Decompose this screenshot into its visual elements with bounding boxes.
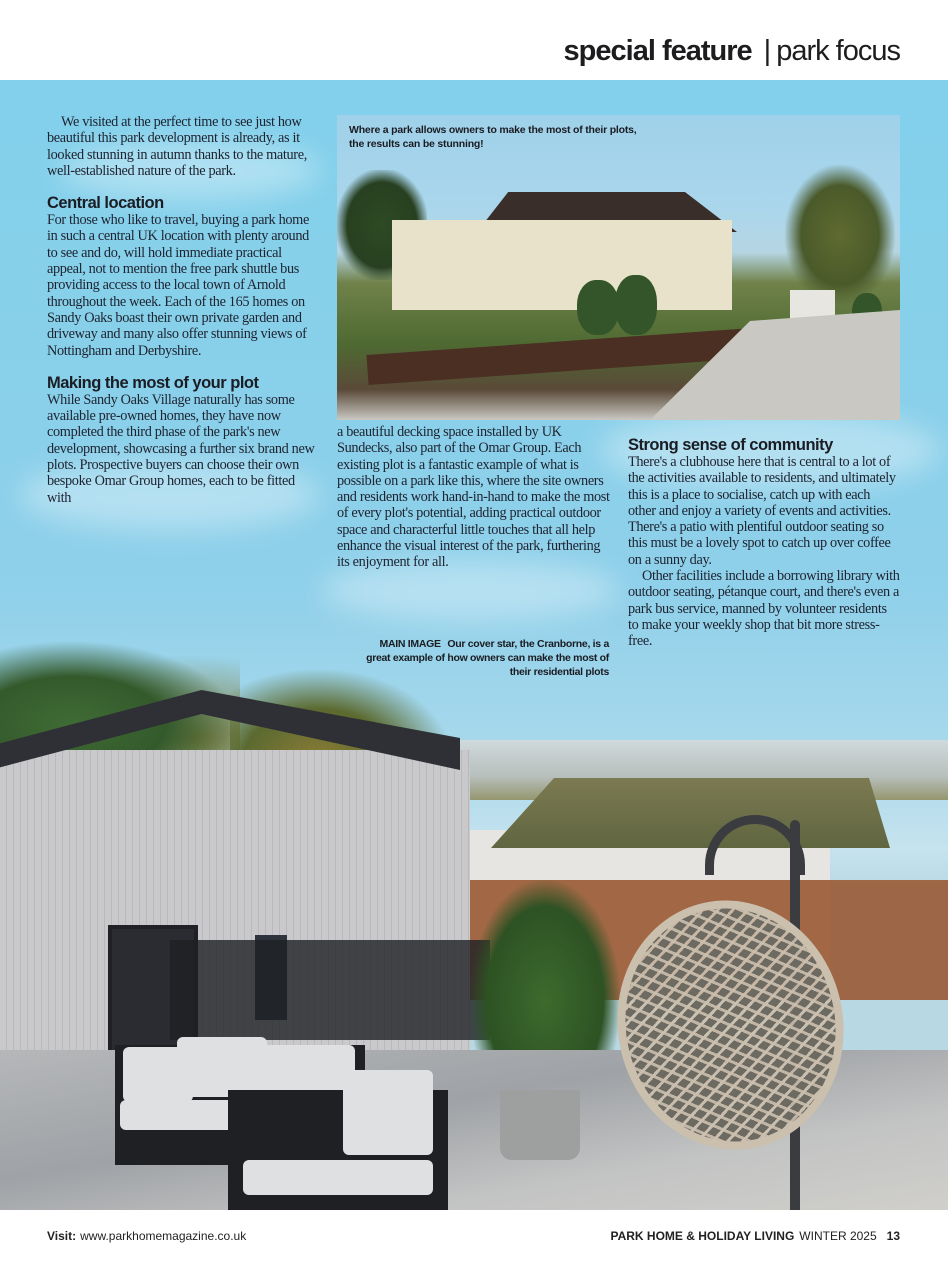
- heading-community: Strong sense of community: [628, 436, 833, 454]
- section-label: special feature: [563, 35, 752, 67]
- main-image-caption-text: Our cover star, the Cranborne, is a great example of how owners can make the most of their residential plots: [366, 638, 609, 678]
- subsection-label: park focus: [776, 35, 900, 67]
- page-footer: [0, 1210, 948, 1280]
- main-photo: [0, 630, 948, 1210]
- inset-photo: [337, 115, 900, 420]
- article-column-1: [47, 114, 319, 506]
- inset-photo-caption: Where a park allows owners to make the most of their plots, the results can be stunning!: [349, 124, 637, 150]
- website-link[interactable]: www.parkhomemagazine.co.uk: [80, 1229, 247, 1243]
- visit-label: Visit:: [47, 1229, 77, 1243]
- main-image-caption: [355, 637, 609, 679]
- paragraph-plot-continued: a beautiful decking space installed by UK Sundecks, also part of the Omar Group. Each existing plot is a fantastic example of what is possible on a park like this, where the site owners and residents work hand-in-hand to make the most of every plot's potential, adding practical outdoor space and characterful little touches that all help enhance the visual interest of the park, furthering its enjoyment for all.: [337, 424, 610, 571]
- page-number: 13: [886, 1229, 900, 1243]
- section-title: [564, 33, 900, 69]
- hedge: [615, 275, 657, 335]
- hedge: [577, 280, 619, 335]
- heading-central-location: Central location: [47, 194, 164, 213]
- article-column-3: [628, 436, 900, 650]
- section-separator: |: [763, 35, 771, 67]
- magazine-name: PARK HOME & HOLIDAY LIVING: [610, 1229, 795, 1243]
- outdoor-armchair: [228, 1090, 448, 1210]
- intro-paragraph: We visited at the perfect time to see just how beautiful this park development is already, as it looked stunning in autumn thanks to the mature, well-established nature of the park.: [47, 114, 307, 179]
- paragraph-central-location: For those who like to travel, buying a park home in such a central UK location with plenty around to see and do, will hold immediate practical appeal, not to mention the free park shuttle bus providing access to the local town of Arnold throughout the week. Each of the 165 homes on Sandy Oaks boast their own private garden and driveway and many also offer stunning views of Nottingham and Derbyshire.: [47, 212, 309, 359]
- plant-pot: [500, 1090, 580, 1160]
- article-column-2: [337, 424, 613, 571]
- paragraph-making-most-of-plot: While Sandy Oaks Village naturally has some available pre-owned homes, they have now completed the third phase of the park's new development, showcasing a further six brand new plots. Prospective buyers can choose their own bespoke Omar Group homes, each to be fitted with: [47, 391, 315, 506]
- page-header: [0, 0, 948, 80]
- paragraph-community: There's a clubhouse here that is central to a lot of the activities available to residents, and ultimately this is a place to socialise, catch up with each other and enjoy a variety of events and activities. There's a patio with plentiful outdoor seating so this must be a lovely spot to catch up over coffee on a sunny day.: [628, 454, 896, 568]
- issue-label: WINTER 2025: [799, 1229, 877, 1243]
- paragraph-facilities: Other facilities include a borrowing library with outdoor seating, pétanque court, and there's even a park bus service, manned by volunteer residents to make your weekly shop that bit more stress-free.: [628, 568, 900, 650]
- driveway: [650, 310, 900, 420]
- footer-issue-info: [610, 1229, 900, 1243]
- main-image-tag: MAIN IMAGE: [379, 638, 441, 650]
- footer-visit: [47, 1229, 246, 1243]
- bungalow: [392, 220, 732, 310]
- glass-balustrade: [170, 940, 490, 1040]
- heading-making-most-of-plot: Making the most of your plot: [47, 373, 259, 392]
